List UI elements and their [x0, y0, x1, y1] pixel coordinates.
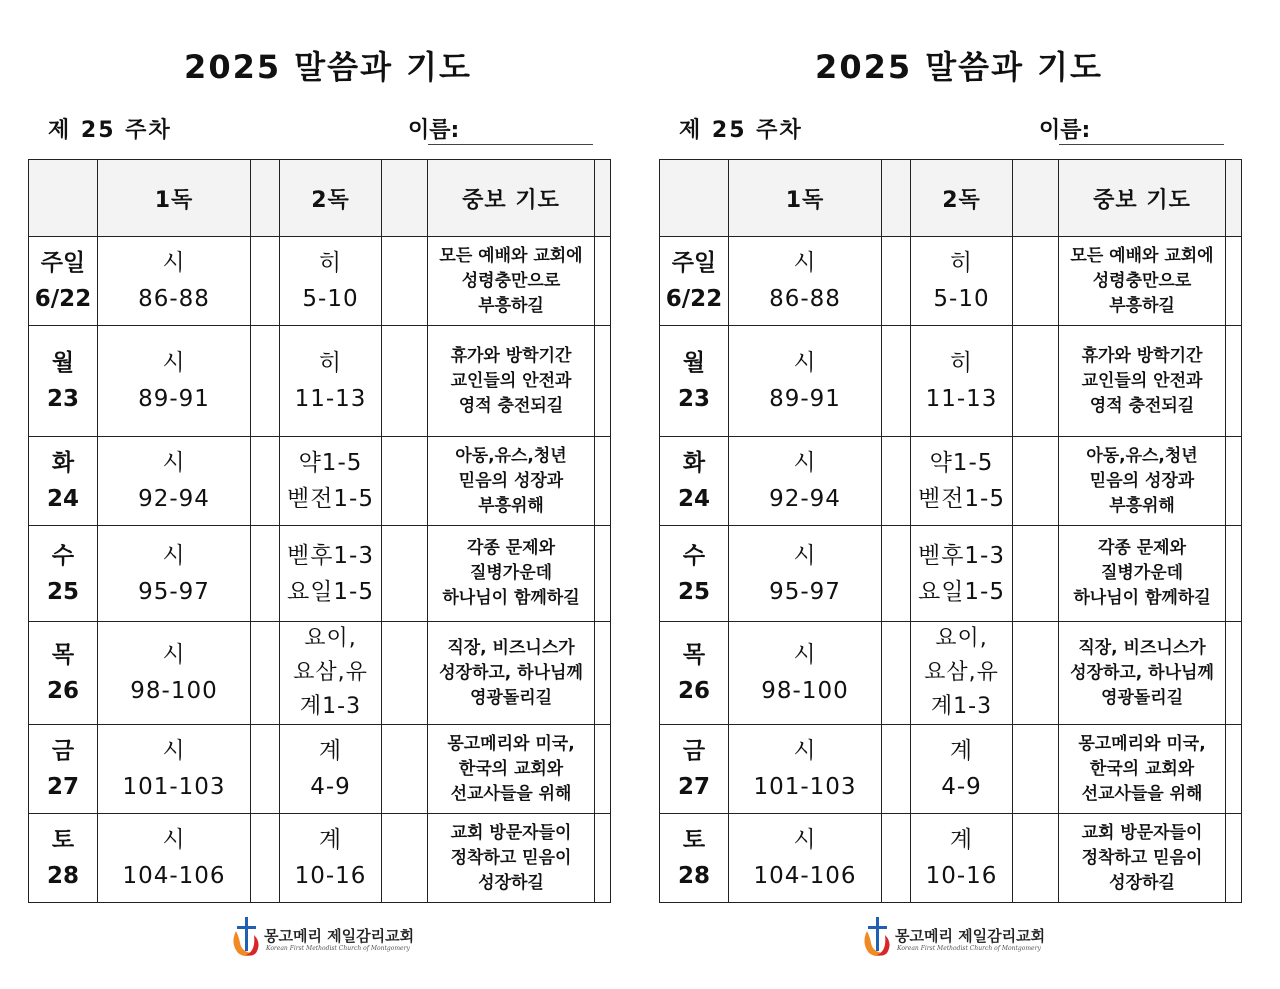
reading-2-line: 계1-3	[930, 694, 993, 719]
prayer-line: 부흥하길	[478, 295, 544, 316]
prayer-line: 교인들의 안전과	[450, 370, 572, 391]
reading-1-cell	[729, 437, 882, 526]
prayer-line: 영광돌리길	[469, 687, 553, 708]
reading-1-line: 89-91	[138, 386, 210, 412]
prayer-cell	[428, 725, 595, 814]
reading-2-cell	[911, 526, 1013, 622]
checkbox-cell[interactable]	[251, 237, 280, 326]
prayer-line: 교회 방문자들이	[450, 822, 572, 843]
checkbox-cell[interactable]	[1226, 526, 1242, 622]
checkbox-cell[interactable]	[1013, 725, 1059, 814]
day-line: 주일	[671, 250, 717, 276]
page-title: 2025 말씀과 기도	[184, 48, 472, 86]
day-line: 금	[51, 738, 75, 764]
checkbox-cell[interactable]	[251, 326, 280, 437]
prayer-line: 성령충만으로	[461, 270, 561, 291]
prayer-line: 정착하고 믿음이	[450, 847, 572, 868]
prayer-line: 부흥위해	[1109, 495, 1175, 516]
header-spacer	[251, 160, 280, 237]
church-name: 몽고메리 제일감리교회	[264, 927, 415, 945]
prayer-line: 믿음의 성장과	[458, 470, 564, 491]
prayer-line: 교회 방문자들이	[1081, 822, 1203, 843]
prayer-line: 각종 문제와	[466, 538, 556, 558]
reading-2-line: 요삼,유	[293, 660, 368, 685]
reading-2-line: 요이,	[935, 626, 988, 651]
prayer-line: 휴가와 방학기간	[1081, 345, 1203, 366]
day-line: 월	[51, 350, 75, 376]
reading-1-line: 시	[162, 642, 186, 668]
prayer-line: 모든 예배와 교회에	[1070, 245, 1214, 266]
checkbox-cell[interactable]	[1013, 437, 1059, 526]
reading-1-line: 시	[793, 250, 817, 276]
church-name: 몽고메리 제일감리교회	[895, 927, 1046, 945]
reading-2-line: 벧후1-3	[917, 542, 1005, 569]
table-row	[660, 526, 1242, 622]
page-title: 2025 말씀과 기도	[815, 48, 1103, 86]
reading-1-cell	[98, 622, 251, 725]
checkbox-cell[interactable]	[1226, 814, 1242, 903]
header-spacer	[1013, 160, 1059, 237]
reading-2-line: 5-10	[302, 286, 359, 312]
reading-2-cell	[911, 814, 1013, 903]
day-cell	[29, 725, 98, 814]
prayer-line: 한국의 교회와	[458, 758, 564, 779]
header-reading-2: 2독	[280, 160, 382, 237]
table-row	[29, 814, 611, 903]
reading-plan-table	[659, 159, 1242, 903]
prayer-cell	[428, 326, 595, 437]
reading-1-line: 92-94	[769, 486, 841, 512]
church-logo	[859, 913, 1059, 961]
checkbox-cell[interactable]	[882, 622, 911, 725]
reading-1-line: 95-97	[769, 578, 841, 605]
reading-1-line: 101-103	[122, 774, 226, 800]
reading-1-line: 시	[793, 738, 817, 764]
prayer-line: 휴가와 방학기간	[450, 345, 572, 366]
prayer-line: 모든 예배와 교회에	[439, 245, 583, 266]
cross-flame-icon	[859, 913, 897, 959]
prayer-line: 성장하길	[478, 872, 544, 893]
checkbox-cell[interactable]	[882, 237, 911, 326]
prayer-line: 영광돌리길	[1100, 687, 1184, 708]
day-line: 23	[677, 386, 710, 412]
day-line: 화	[51, 450, 75, 476]
reading-2-line: 10-16	[925, 863, 998, 889]
reading-1-line: 101-103	[753, 774, 857, 800]
day-line: 25	[677, 578, 710, 605]
reading-1-line: 86-88	[769, 286, 841, 312]
checkbox-cell[interactable]	[595, 326, 611, 437]
reading-1-line: 시	[793, 827, 817, 853]
checkbox-cell[interactable]	[1013, 814, 1059, 903]
reading-2-line: 5-10	[933, 286, 990, 312]
prayer-line: 질병가운데	[469, 563, 553, 583]
reading-1-line: 86-88	[138, 286, 210, 312]
reading-2-line: 계	[949, 827, 974, 853]
reading-1-line: 104-106	[753, 863, 857, 889]
table-row	[29, 437, 611, 526]
header-blank	[660, 160, 729, 237]
table-row	[29, 237, 611, 326]
checkbox-cell[interactable]	[1226, 237, 1242, 326]
checkbox-cell[interactable]	[382, 437, 428, 526]
checkbox-cell[interactable]	[1013, 622, 1059, 725]
reading-2-cell	[911, 437, 1013, 526]
reading-2-line: 요이,	[304, 626, 357, 651]
reading-1-line: 시	[162, 827, 186, 853]
church-logo	[228, 913, 428, 961]
header-prayer: 중보 기도	[428, 160, 595, 237]
header-reading-1: 1독	[729, 160, 882, 237]
church-name-english: Korean First Methodist Church of Montgomery	[897, 945, 1041, 952]
day-cell	[29, 622, 98, 725]
day-line: 토	[51, 827, 75, 853]
prayer-line: 부흥위해	[478, 495, 544, 516]
checkbox-cell[interactable]	[1226, 326, 1242, 437]
day-cell	[660, 526, 729, 622]
checkbox-cell[interactable]	[251, 725, 280, 814]
day-cell	[29, 814, 98, 903]
reading-2-line: 히	[318, 350, 343, 376]
reading-2-line: 요일1-5	[286, 578, 374, 605]
table-row	[660, 326, 1242, 437]
day-line: 6/22	[665, 286, 723, 312]
reading-2-cell	[280, 526, 382, 622]
prayer-line: 성령충만으로	[1092, 270, 1192, 291]
header-blank	[29, 160, 98, 237]
checkbox-cell[interactable]	[382, 326, 428, 437]
reading-2-cell	[911, 326, 1013, 437]
checkbox-cell[interactable]	[1226, 437, 1242, 526]
day-line: 26	[46, 678, 79, 704]
table-row	[660, 725, 1242, 814]
reading-1-line: 104-106	[122, 863, 226, 889]
prayer-line: 아동,유스,청년	[1086, 445, 1198, 466]
prayer-cell	[1059, 326, 1226, 437]
checkbox-cell[interactable]	[1226, 725, 1242, 814]
day-line: 28	[677, 863, 710, 889]
header-reading-2: 2독	[911, 160, 1013, 237]
prayer-line: 성장하고, 하나님께	[1070, 662, 1214, 683]
checkbox-cell[interactable]	[251, 814, 280, 903]
checkbox-cell[interactable]	[595, 437, 611, 526]
checkbox-cell[interactable]	[251, 437, 280, 526]
prayer-line: 몽고메리와 미국,	[1078, 733, 1206, 754]
prayer-line: 하나님이 함께하길	[442, 588, 580, 608]
reading-1-cell	[98, 326, 251, 437]
day-line: 28	[46, 863, 79, 889]
prayer-line: 선교사들을 위해	[1081, 783, 1203, 804]
checkbox-cell[interactable]	[595, 237, 611, 326]
checkbox-cell[interactable]	[382, 237, 428, 326]
prayer-line: 각종 문제와	[1097, 538, 1187, 558]
reading-1-line: 시	[793, 542, 817, 569]
checkbox-cell[interactable]	[882, 326, 911, 437]
checkbox-cell[interactable]	[382, 814, 428, 903]
checkbox-cell[interactable]	[882, 814, 911, 903]
prayer-line: 몽고메리와 미국,	[447, 733, 575, 754]
checkbox-cell[interactable]	[382, 622, 428, 725]
day-line: 화	[682, 450, 706, 476]
reading-1-cell	[729, 237, 882, 326]
reading-1-cell	[98, 814, 251, 903]
reading-2-line: 히	[949, 350, 974, 376]
reading-2-line: 10-16	[294, 863, 367, 889]
prayer-cell	[1059, 237, 1226, 326]
week-label: 제 25 주차	[48, 118, 172, 143]
reading-1-line: 98-100	[761, 678, 849, 704]
reading-2-line: 계1-3	[299, 694, 362, 719]
prayer-line: 영적 충전되길	[458, 395, 564, 416]
name-underline	[1059, 144, 1224, 145]
reading-1-line: 92-94	[138, 486, 210, 512]
reading-2-cell	[280, 725, 382, 814]
reading-1-cell	[98, 725, 251, 814]
reading-1-line: 98-100	[130, 678, 218, 704]
prayer-cell	[428, 622, 595, 725]
table-row	[660, 437, 1242, 526]
reading-2-cell	[911, 725, 1013, 814]
prayer-line: 부흥하길	[1109, 295, 1175, 316]
day-cell	[660, 326, 729, 437]
reading-1-cell	[729, 814, 882, 903]
reading-2-line: 벧전1-5	[286, 486, 374, 512]
reading-2-line: 요삼,유	[924, 660, 999, 685]
name-label: 이름:	[1039, 118, 1091, 143]
day-line: 26	[677, 678, 710, 704]
prayer-line: 한국의 교회와	[1089, 758, 1195, 779]
reading-2-line: 히	[949, 250, 974, 276]
checkbox-cell[interactable]	[1013, 237, 1059, 326]
reading-2-line: 4-9	[310, 774, 351, 800]
checkbox-cell[interactable]	[595, 526, 611, 622]
checkbox-cell[interactable]	[1013, 326, 1059, 437]
day-line: 목	[682, 642, 706, 668]
day-line: 주일	[40, 250, 86, 276]
prayer-line: 믿음의 성장과	[1089, 470, 1195, 491]
prayer-cell	[1059, 814, 1226, 903]
day-line: 6/22	[34, 286, 92, 312]
day-line: 24	[46, 486, 79, 512]
table-row	[660, 622, 1242, 725]
reading-1-cell	[98, 237, 251, 326]
reading-1-line: 시	[793, 642, 817, 668]
reading-1-line: 시	[162, 542, 186, 569]
prayer-line: 선교사들을 위해	[450, 783, 572, 804]
day-line: 수	[682, 542, 706, 569]
reading-1-line: 시	[162, 350, 186, 376]
header-spacer	[382, 160, 428, 237]
prayer-cell	[428, 437, 595, 526]
prayer-line: 영적 충전되길	[1089, 395, 1195, 416]
sheet-right	[659, 0, 1259, 989]
reading-1-cell	[98, 437, 251, 526]
header-reading-1: 1독	[98, 160, 251, 237]
day-cell	[660, 237, 729, 326]
prayer-line: 성장하고, 하나님께	[439, 662, 583, 683]
prayer-line: 질병가운데	[1100, 563, 1184, 583]
day-line: 27	[677, 774, 710, 800]
reading-2-line: 약1-5	[929, 450, 994, 476]
sheet-left	[28, 0, 628, 989]
day-line: 27	[46, 774, 79, 800]
prayer-line: 정착하고 믿음이	[1081, 847, 1203, 868]
header-spacer	[595, 160, 611, 237]
reading-1-line: 시	[162, 450, 186, 476]
day-line: 24	[677, 486, 710, 512]
reading-1-cell	[729, 622, 882, 725]
reading-2-line: 계	[318, 738, 343, 764]
prayer-cell	[1059, 437, 1226, 526]
church-name-english: Korean First Methodist Church of Montgomery	[266, 945, 410, 952]
day-cell	[660, 437, 729, 526]
prayer-line: 아동,유스,청년	[455, 445, 567, 466]
reading-2-cell	[911, 622, 1013, 725]
header-spacer	[1226, 160, 1242, 237]
prayer-line: 하나님이 함께하길	[1073, 588, 1211, 608]
cross-flame-icon	[228, 913, 266, 959]
reading-2-cell	[280, 326, 382, 437]
reading-1-line: 시	[162, 250, 186, 276]
reading-2-line: 11-13	[925, 386, 998, 412]
header-spacer	[882, 160, 911, 237]
reading-2-line: 계	[949, 738, 974, 764]
checkbox-cell[interactable]	[251, 526, 280, 622]
day-line: 목	[51, 642, 75, 668]
reading-2-cell	[280, 437, 382, 526]
day-cell	[660, 725, 729, 814]
name-field[interactable]	[408, 113, 603, 145]
prayer-cell	[1059, 526, 1226, 622]
header-row	[660, 160, 1242, 237]
reading-2-line: 벧전1-5	[917, 486, 1005, 512]
day-line: 토	[682, 827, 706, 853]
reading-2-cell	[280, 622, 382, 725]
prayer-line: 직장, 비즈니스가	[447, 637, 575, 658]
checkbox-cell[interactable]	[595, 725, 611, 814]
reading-2-line: 약1-5	[298, 450, 363, 476]
reading-2-line: 계	[318, 827, 343, 853]
reading-1-line: 95-97	[138, 578, 210, 605]
day-cell	[29, 326, 98, 437]
day-cell	[29, 526, 98, 622]
table-row	[660, 814, 1242, 903]
reading-2-line: 4-9	[941, 774, 982, 800]
prayer-cell	[428, 237, 595, 326]
reading-1-cell	[729, 725, 882, 814]
checkbox-cell[interactable]	[595, 622, 611, 725]
day-line: 25	[46, 578, 79, 605]
reading-1-cell	[729, 526, 882, 622]
checkbox-cell[interactable]	[882, 526, 911, 622]
prayer-cell	[1059, 725, 1226, 814]
reading-2-cell	[280, 814, 382, 903]
reading-2-cell	[911, 237, 1013, 326]
name-underline	[428, 144, 593, 145]
checkbox-cell[interactable]	[882, 725, 911, 814]
day-line: 월	[682, 350, 706, 376]
checkbox-cell[interactable]	[595, 814, 611, 903]
day-line: 23	[46, 386, 79, 412]
checkbox-cell[interactable]	[251, 622, 280, 725]
prayer-cell	[428, 814, 595, 903]
reading-1-cell	[98, 526, 251, 622]
reading-2-line: 벧후1-3	[286, 542, 374, 569]
reading-1-cell	[729, 326, 882, 437]
table-row	[29, 526, 611, 622]
header-prayer: 중보 기도	[1059, 160, 1226, 237]
reading-1-line: 시	[162, 738, 186, 764]
checkbox-cell[interactable]	[1226, 622, 1242, 725]
name-label: 이름:	[408, 118, 460, 143]
prayer-line: 교인들의 안전과	[1081, 370, 1203, 391]
week-label: 제 25 주차	[679, 118, 803, 143]
prayer-line: 직장, 비즈니스가	[1078, 637, 1206, 658]
prayer-cell	[428, 526, 595, 622]
checkbox-cell[interactable]	[382, 526, 428, 622]
day-cell	[660, 622, 729, 725]
checkbox-cell[interactable]	[882, 437, 911, 526]
prayer-line: 성장하길	[1109, 872, 1175, 893]
name-field[interactable]	[1039, 113, 1234, 145]
reading-2-line: 히	[318, 250, 343, 276]
table-row	[29, 622, 611, 725]
prayer-cell	[1059, 622, 1226, 725]
table-row	[660, 237, 1242, 326]
reading-2-line: 11-13	[294, 386, 367, 412]
reading-1-line: 시	[793, 450, 817, 476]
day-cell	[29, 237, 98, 326]
table-row	[29, 326, 611, 437]
checkbox-cell[interactable]	[1013, 526, 1059, 622]
day-line: 금	[682, 738, 706, 764]
day-line: 수	[51, 542, 75, 569]
header-row	[29, 160, 611, 237]
day-cell	[29, 437, 98, 526]
table-row	[29, 725, 611, 814]
reading-2-cell	[280, 237, 382, 326]
day-cell	[660, 814, 729, 903]
reading-2-line: 요일1-5	[917, 578, 1005, 605]
reading-1-line: 89-91	[769, 386, 841, 412]
reading-1-line: 시	[793, 350, 817, 376]
checkbox-cell[interactable]	[382, 725, 428, 814]
reading-plan-table	[28, 159, 611, 903]
